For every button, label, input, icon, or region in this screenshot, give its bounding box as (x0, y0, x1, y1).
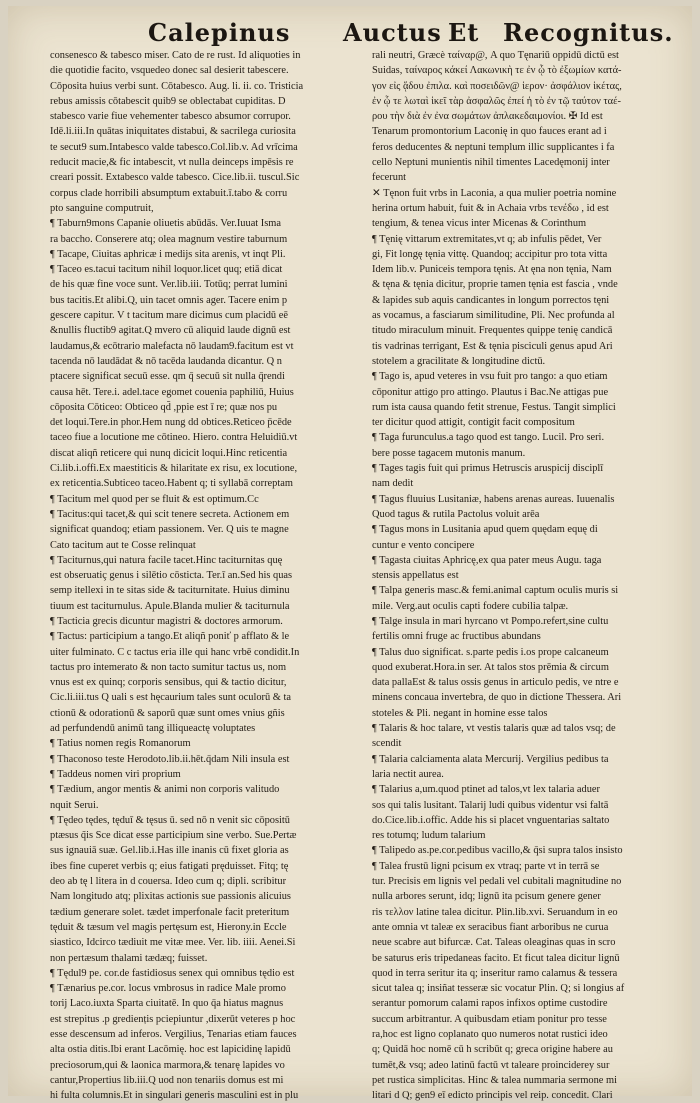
text-line: tęduit & tæsum vel magis pertęsum est, Hierony.in Eccle (50, 921, 287, 933)
text-line: Nam longitudo atq; plixitas actionis sue passionis alicuius (50, 891, 291, 903)
text-line: herina ortum habuit, fuit & in Achaia vrbs τενέδω , id est (372, 202, 609, 214)
text-line: Suidas, ταίναρος κάκεί Λακωνικὴ τε ἐν ᾧ τὸ ἐξωμίων κατά- (372, 65, 622, 77)
text-line: creari possit. Extabesco valde tabesco. Cice.lib.ii. tuscul.Sic (50, 172, 300, 184)
text-line: die quotidie facito, vsquedeo donec sal desierit tabescere. (50, 65, 289, 77)
text-line: titudo miraculum minuit. Frequentes quippe tenię candicā (372, 325, 613, 337)
text-line: gescere capitur. V t tacitum mare dicimus cum placidū eē (50, 310, 288, 322)
text-line: ¶ Tagus fluuius Lusitaniæ, habens arenas aureas. Iuuenalis (372, 493, 615, 505)
text-line: ex reticentia.Subticeo taceo.Habent q; ti syllabā correptam (50, 478, 293, 490)
text-line: non pertæsum thalami tædæq; fuisset. (50, 952, 208, 964)
text-line: feros deducentes & neptuni templum illic supplicantes i fa (372, 141, 615, 153)
text-line: tengium, & tenea vicus inter Micenas & Corinthum (372, 218, 587, 230)
text-line: nquit Serui. (50, 799, 99, 811)
text-line: ¶ Tędeo tędes, tęduī & tęsus ū. sed nō n venit sic cōpositū (50, 814, 290, 826)
text-line: cantur,Propertius lib.iii.Q uod non tenariis domus est mi (50, 1074, 284, 1086)
text-line: ¶ Taciturnus,qui natura facile tacet.Hinc taciturnitas quę (50, 554, 283, 566)
text-line: bus tacitis.Et alibi.Q, uin tacet omnis ager. Tacere enim p (50, 294, 288, 306)
text-line: succum arbitrantur. A quibusdam etiam ponitur pro tesse (372, 1013, 607, 1025)
text-line: quod exuberat.Hora.in ser. At talos stos prēmia & circum (372, 661, 609, 673)
text-line: ad perfundendū animū tang illiqueactę voluptates (50, 723, 256, 735)
text-line: q; Quidā hoc nomē cū h scribūt q; greca origine habere au (372, 1044, 613, 1056)
running-head-title: Calepinus (148, 18, 291, 47)
text-line: significat quandoq; etiam passionem. Ver. Q uis te magne (50, 524, 289, 536)
text-line: deo ab tę l litera in d couersa. Ideo cum q; dipli. scribitur (50, 876, 287, 888)
text-line: Cato tacitum aut te Cosse relinquat (50, 539, 196, 551)
text-line: est obseruatiç genus i silētio cōsticta. Ter.ī an.Sed his quas (50, 570, 293, 582)
text-line: as vocamus, a fasciarum similitudine, Pli. Nec profunda al (372, 310, 615, 322)
text-line: ¶ Tęnię vittarum extremitates,vt q; ab infulis pēdet, Ver (372, 233, 602, 245)
text-line: torij Laco.iuxta Sparta ciuitatē. In quo q̄a hiatus magnus (50, 998, 284, 1010)
text-line: hi fulta columnis.Et in singulari generis masculini est in plu (50, 1090, 299, 1102)
text-line: tumēt,& vsq; adeo latinū factū vt taleare proinciderey sur (372, 1059, 610, 1071)
text-line: ¶ Talus duo significat. s.parte pedis i.os prope calcaneum (372, 646, 609, 658)
text-line: ra baccho. Conserere atq; olea magnum vestire taburnum (50, 233, 288, 245)
text-line: ra,hoc est ligno coplanato quo numeros notat rustici ideo (372, 1029, 608, 1040)
text-line: ¶ Tatius nomen regis Romanorum (50, 738, 191, 750)
text-line: & lapides sub aquis candicantes in longum porrectos tęni (372, 294, 610, 306)
text-line: ¶ Taburn9mons Capanie oliuetis abūdās. Ver.Iuuat Isma (50, 218, 281, 230)
text-line: cōponitur attigo pro attingo. Plautus i Bac.Ne attigas pue (372, 386, 609, 398)
text-line: ¶ Taceo es.tacui tacitum nihil loquor.licet quq; etiā dicat (50, 264, 283, 276)
text-line: ¶ Tagasta ciuitas Aphricę,ex qua pater meus Augu. taga (372, 554, 602, 566)
text-line: scendit (372, 738, 402, 750)
left-text-column (50, 48, 362, 1102)
text-line: Ci.lib.i.offi.Ex maestiticis & hilaritate ex risu, ex locutione, (50, 463, 298, 475)
text-line: discat aliqñ reticere qui nunq dicicit loqui.Hinc reticentia (50, 447, 288, 459)
text-line: stotelem a gracilitate & longitudine dictū. (372, 355, 546, 367)
text-line: ter dicitur quod attigit, contigit facit compositum (372, 417, 575, 429)
text-line: litari d Q; gen9 eī edicto principis vel reip. concedit. Clari (372, 1090, 613, 1102)
text-line: ¶ Tacticia grecis dicuntur magistri & doctores armorum. (50, 615, 283, 627)
text-line: quod in terra seritur ita q; inseritur ramo calamus & tessera (372, 967, 618, 979)
text-line: ¶ Talarius a,um.quod ptinet ad talos,vt lex talaria aduer (372, 784, 600, 796)
text-line: ante omnia vt taleæ ex seracibus fiant arboribus ne curua (372, 921, 609, 933)
text-line: reducit macie,& fic intabescit, vt nulla deinceps impēsis re (50, 157, 294, 169)
text-line: semp itellexi in te sitas side & taciturnitate. Huius diminu (50, 585, 290, 597)
text-line: rali neutri, Græcè ταίναρ@, A quo Tęnariū oppidū dictū est (372, 50, 619, 61)
text-line: ¶ Tago is, apud veteres in vsu fuit pro tango: a quo etiam (372, 371, 608, 383)
text-line: ris τελλον latine talea dicitur. Plin.lib.xvi. Seruandum in eo (372, 906, 618, 918)
text-line: tis vadrinas terrigant, Est & tęnia pisciculi genus apud Ari (372, 340, 613, 352)
text-line: ✕ Tęnon fuit vrbs in Laconia, a qua mulier poetria nomine (372, 187, 617, 199)
text-line: corpus clade horribili absumptum extabuit.ī.tabo & corru (50, 187, 288, 199)
text-line: sos qui talis lusitant. Talarij ludi quibus videntur vsi faltā (372, 799, 609, 811)
text-line: & tęna & tęnia dicitur, proprie tamen tęnia est fascia , vnde (372, 279, 618, 291)
text-line: tiuum est taciturnulus. Apule.Blanda mulier & taciturnula (50, 600, 290, 612)
text-line: stabesco varie fiue vehementer tabesco absumor corrupor. (50, 111, 291, 123)
text-line: ¶ Tacape, Ciuitas aphricæ i medijs sita arenis, vt inqt Pli. (50, 248, 286, 260)
text-line: Idē.li.iii.In quātas iniquitates distabui, & sacrilega curiosita (50, 126, 296, 138)
text-line: ¶ Taga furunculus.a tago quod est tango. Lucil. Pro seri. (372, 432, 605, 444)
text-line: taceo fiue a locutione me cōtineo. Hiero. contra Heluidiū.vt (50, 432, 298, 444)
running-head (8, 18, 692, 50)
text-line: fertilis omni fruge ac fructibus abundans (372, 631, 541, 643)
text-line: ¶ Taddeus nomen viri proprium (50, 768, 181, 780)
text-line: serantur pomorum calami rapos infixos optime custodire (372, 998, 608, 1010)
text-line: ¶ Tacitum mel quod per se fluit & est optimum.Cc (50, 493, 259, 505)
text-line: ρου τὴν διὰ ἐν ἐνα σωμάτων ἀπλακεδαιμονίοι. ✠ Id est (372, 111, 603, 123)
text-line: gi, Fit longę tęnia vittę. Quandoq; accipitur pro tota vitta (372, 248, 608, 260)
text-line: siastico, Idcirco tædiuit me vitæ mee. Ver. lib. iiii. Aenei.Si (50, 937, 296, 949)
text-line: tactus pro intemerato & non tacto sumitur tactus us, nom (50, 661, 287, 673)
text-line: mile. Verg.aut oculis capti fodere cubilia talpæ. (372, 600, 569, 612)
text-line: stensis appellatus est (372, 570, 459, 582)
text-line: γον εἰς ᾅδου ἐπιλα. καὶ ποσειδῶν@ ἱερον· ἀσφάλιον ἱκέτας, (372, 80, 622, 92)
text-line: Cōposita huius verbi sunt. Cōtabesco. Aug. li. ii. co. Tristicia (50, 80, 304, 92)
text-line: ¶ Tædium, angor mentis & animi non corporis valitudo (50, 784, 280, 796)
text-line: res totumq; ludum talarium (372, 830, 486, 842)
text-line: est strepitus .p grediențis pciepiuntur ,dixerūt veteres p hoc (50, 1013, 296, 1025)
text-line: causa hēt. Tere.i. adel.tace egomet couenia paphiliū, Huius (50, 386, 294, 398)
text-line: det loqui.Tere.in phor.Hem nung dd obtices.Reticeo p̄cēde (50, 417, 292, 429)
text-line: laudamus,& ecōtrario malefacta nō laudam9.facitum est vt (50, 340, 294, 352)
text-line: nam dedit (372, 478, 414, 490)
text-line: stoteles & Pli. negant in homine esse talos (372, 707, 548, 719)
text-line: ¶ Thaconoso teste Herodoto.lib.ii.hēt.q̄dam Nili insula est (50, 753, 290, 765)
text-line: Idem lib.v. Puniceis tempora tęnis. At ęna non tęnia, Nam (372, 264, 612, 276)
text-line: ibes fine cuperet verbis q; eius fatigati pręduisset. Fitq; tę (50, 860, 289, 872)
text-line: sus ignauiā suæ. Gel.lib.i.Has ille inanis cū fixet gloria as (50, 845, 289, 857)
right-text-column (372, 48, 684, 1102)
text-line: laria nectit aurea. (372, 768, 444, 780)
text-line: ¶ Talea frustū ligni pcisum ex vtraq; parte vt in terrā se (372, 860, 600, 872)
text-line: tædium generare solet. tædet imperfonale facit preteritum (50, 906, 290, 918)
text-line: Tenarum promontorium Laconię in quo fauces erant ad i (372, 126, 607, 138)
text-line: &nullis fluctib9 agitat.Q mvero cū aliquid laude dignū est (50, 325, 291, 337)
text-line: ¶ Talpa generis masc.& femi.animal captum oculis muris si (372, 585, 619, 597)
text-line: Cic.li.iii.tus Q uali s est hęcaurium tales sunt oculorū & ta (50, 692, 291, 704)
running-head-recognitus: Recognitus. (503, 18, 674, 47)
text-line: ¶ Talaria calciamenta alata Mercurij. Vergilius pedibus ta (372, 753, 609, 765)
text-line: rebus amissis cōtabescit quib9 se oblectabat cupiditas. D (50, 95, 286, 107)
text-line: pto sanguine computruit, (50, 202, 154, 214)
text-line: ¶ Talipedo as.pe.cor.pedibus vacillo,& q̄si supra talos insisto (372, 845, 623, 857)
text-line: ¶ Tędul9 pe. cor.de fastidiosus senex qui omnibus tędio est (50, 967, 295, 979)
text-line: neue scabre aut bifurcæ. Cat. Taleas oleaginas quas in scro (372, 937, 616, 949)
text-line: fecerunt (372, 172, 407, 184)
text-line: ¶ Tactus: participium a tango.Et aliqñ poniť p afflato & le (50, 631, 290, 643)
text-line: de his quæ fine voce sunt. Ver.lib.iii. Totūq; perrat lumini (50, 279, 288, 291)
text-line: ¶ Talaris & hoc talare, vt vestis talaris quæ ad talos vsq; de (372, 723, 616, 735)
text-line: vnus est ex quinq; corporis sensibus, qui & tactio dicitur, (50, 677, 287, 689)
text-line: ἐν ᾧ τε λωταὶ ἱκεῖ τὰρ ἀσφαλῶς ἐπεί ἡ τὸ ἐν τῷ ταύτον ταέ- (372, 95, 621, 107)
text-line: esse descensum ad inferos. Vergilius, Tenarias etiam fauces (50, 1029, 297, 1040)
text-line: cōposita Cōticeo: Obticeo qd̄ ,ppie est ī re; quæ nos pu (50, 401, 278, 413)
text-line: ptacere significat secuū esse. qm q̄ secuū sit nulla q̄rendi (50, 371, 285, 383)
text-line: preciosorum,qui & laonica marmora,& tenarę lapides vo (50, 1059, 285, 1071)
text-line: minens concaua invertebra, de quo in dictione Thessera. Ari (372, 692, 622, 704)
text-line: rum ista causa quando fetit strenue, Festus. Tangit simplici (372, 401, 616, 413)
text-line: alta ostia ditis.Ibi erant Lacōmię. hoc est lapicidinę lapidū (50, 1044, 291, 1056)
text-line: Quod tagus & rutila Pactolus voluit arēa (372, 508, 540, 520)
text-line: bere posse tagacem mutonis manum. (372, 447, 526, 459)
running-head-auctus: Auctus (343, 18, 442, 47)
text-line: ctionū & odorationū & saporū quæ sunt omes vnius gñis (50, 707, 285, 719)
text-line: ¶ Talge insula in mari hyrcano vt Pompo.refert,sine cultu (372, 615, 609, 627)
text-line: cuntur e vento concipere (372, 539, 475, 551)
text-line: do.Cice.lib.i.offic. Adde his si placet vnguentarias saltato (372, 814, 610, 826)
text-line: pet rustica simplicitas. Hinc & talea nummaria sermone mi (372, 1074, 617, 1086)
text-line: ptæsus q̃is Sce dicat esse participium sine verbo. Sue.Pertæ (50, 830, 297, 842)
text-line: uiter fulminato. C c tactus eria ille qui hanc vrbē condidit.In (50, 646, 300, 658)
book-page (8, 6, 692, 1102)
text-line: te secut9 sum.Intabesco valde tabesco.Col.lib.v. Ad vrīcima (50, 141, 298, 153)
text-line: tur. Precisis em lignis vel pedali vel cubitali magnitudine no (372, 876, 622, 888)
text-line: nulla arbores serunt, idq; lignū ita pcisum genere gener (372, 891, 601, 903)
text-line: tacenda nō laudādat & nō tacēda laudanda dicantur. Q n (50, 355, 282, 367)
text-line: ¶ Tacitus:qui tacet,& qui scit tenere secreta. Actionem em (50, 508, 290, 520)
text-line: cello Neptuni munientis nihil timentes Lacedęmonij inter (372, 157, 610, 169)
text-line: data pallaEst & talus ossis genus in articulo pedis, ve ntre e (372, 677, 619, 689)
text-line: ¶ Tænarius pe.cor. locus vmbrosus in radice Male promo (50, 983, 286, 995)
text-line: ¶ Tagus mons in Lusitania apud quem quędam equę di (372, 524, 598, 536)
running-head-et: Et (448, 18, 480, 47)
text-line: ¶ Tages tagis fuit qui primus Hetruscis aruspicij disciplī (372, 463, 604, 475)
text-line: consenesco & tabesco miser. Cato de re rust. Id aliquoties in (50, 50, 301, 61)
text-line: be saturus eris tripedaneas facito. Et ficut talea dicitur lignū (372, 952, 620, 964)
text-line: sicut talea q; insiñat tesseræ sic vocatur Plin. Q; si longius af (372, 983, 625, 995)
